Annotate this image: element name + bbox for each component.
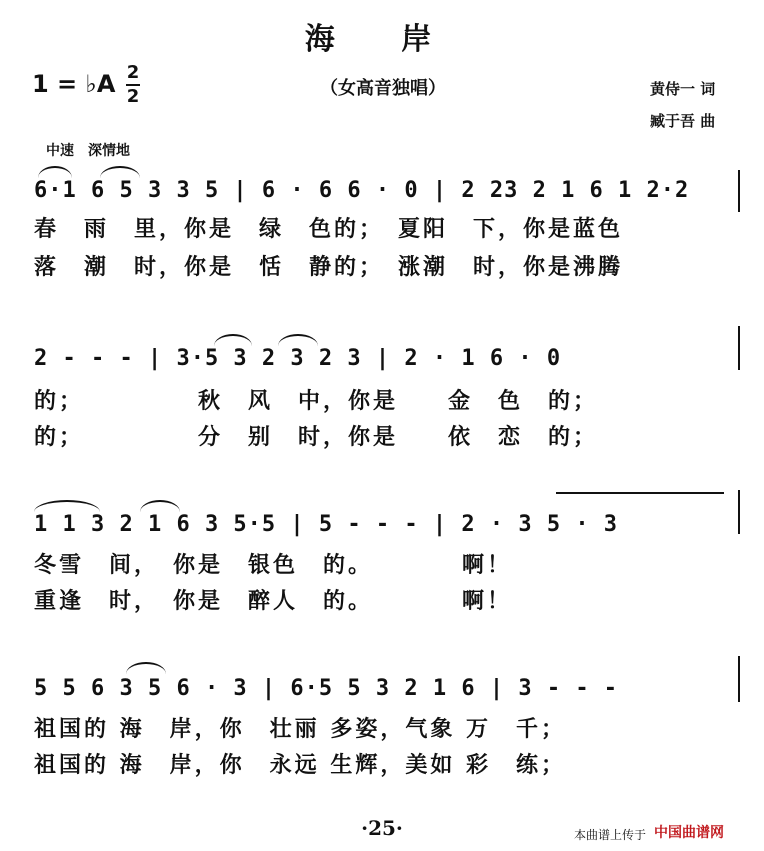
time-signature xyxy=(126,62,140,108)
song-title: 海 岸 xyxy=(304,22,460,57)
lyricist-credit: 黄侍一 词 xyxy=(650,80,716,98)
lyrics-line-1-verse-1: 春 雨 里，你是 绿 色的； 夏阳 下，你是蓝色 xyxy=(34,216,624,242)
lyrics-line-1-verse-2: 落 潮 时，你是 恬 静的； 涨潮 时，你是沸腾 xyxy=(34,254,624,280)
source-text: 本曲谱上传于 xyxy=(574,828,647,842)
notation-line-4: 5 5 6 3 5 6 · 3 | 6·5 5 3 2 1 6 | 3 - - - xyxy=(34,676,619,701)
lyrics-line-4-verse-1: 祖国的 海 岸，你 壮丽 多姿，气象 万 千； xyxy=(34,716,566,742)
notation-line-1: 6·1 6 5 3 3 5 | 6 · 6 6 · 0 | 2 23 2 1 6 1 2·2 xyxy=(34,178,690,203)
lyrics-line-2-verse-1: 的； 秋 风 中，你是 金 色 的； xyxy=(34,388,599,414)
lyrics-line-3-verse-1: 冬雪 间， 你是 银色 的。 啊！ xyxy=(34,552,513,578)
tempo-marking: 中速 深情地 xyxy=(46,143,130,159)
composer-credit: 臧于吾 曲 xyxy=(650,112,716,130)
page-number: ·25· xyxy=(361,816,403,840)
lyrics-line-4-verse-2: 祖国的 海 岸，你 永远 生辉，美如 彩 练； xyxy=(34,752,566,778)
time-signature-top: 2 xyxy=(126,62,140,83)
key-signature: 1 = ♭A xyxy=(32,70,116,98)
notation-line-2: 2 - - - | 3·5 3 2 3 2 3 | 2 · 1 6 · 0 xyxy=(34,346,562,371)
lyrics-line-2-verse-2: 的； 分 别 时，你是 依 恋 的； xyxy=(34,424,599,450)
subtitle: （女高音独唱） xyxy=(320,78,446,99)
lyrics-line-3-verse-2: 重逢 时， 你是 醉人 的。 啊！ xyxy=(34,588,513,614)
source-logo[interactable]: 中国曲谱网 xyxy=(654,825,724,841)
notation-line-3: 1 1 3 2 1 6 3 5·5 | 5 - - - | 2 · 3 5 · 3 xyxy=(34,512,619,537)
time-signature-bottom: 2 xyxy=(126,86,140,107)
